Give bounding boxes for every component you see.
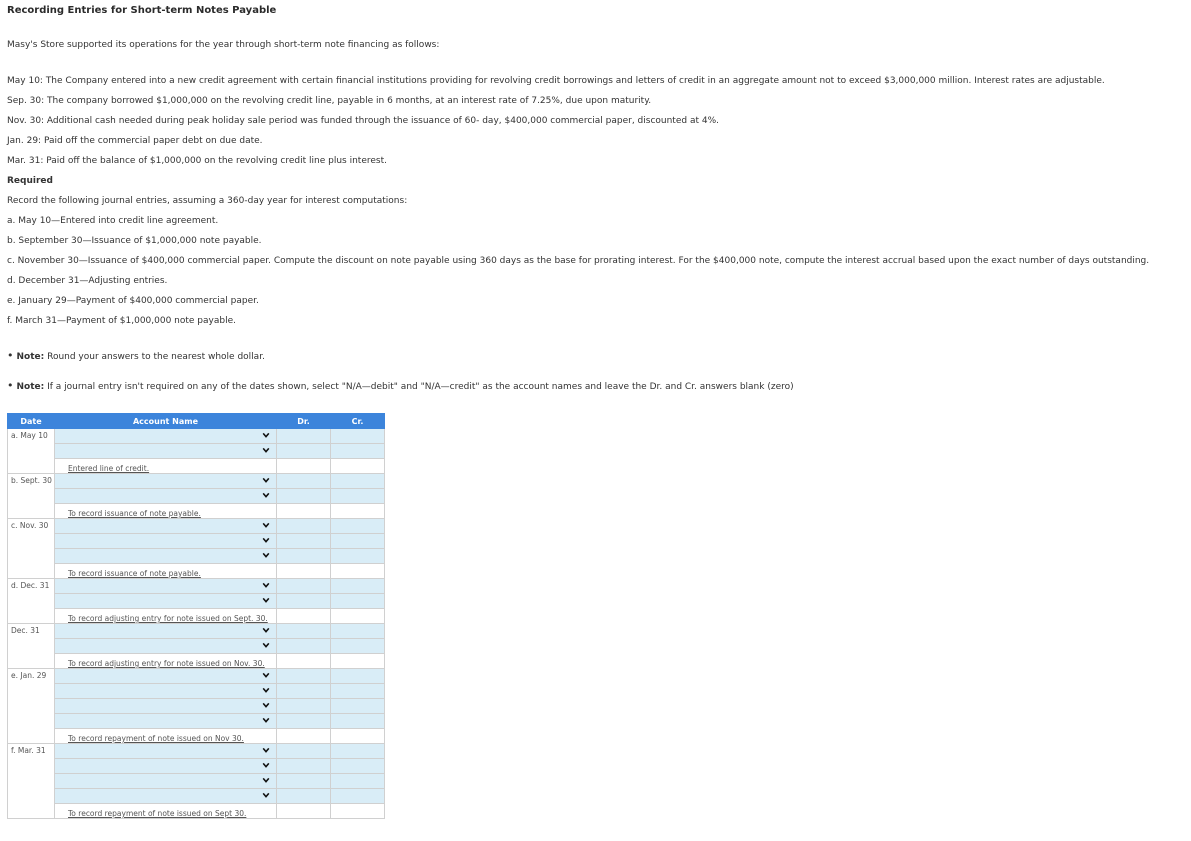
credit-input[interactable]: [331, 789, 385, 804]
description-cr-cell: [331, 654, 385, 669]
entry-description-row: [8, 459, 385, 474]
credit-input[interactable]: [331, 489, 385, 504]
entry-date: c. Nov. 30: [8, 519, 55, 579]
required-item-e: e. January 29—Payment of $400,000 commercial paper.: [7, 296, 259, 306]
account-name-select[interactable]: [55, 744, 277, 759]
account-name-select[interactable]: [55, 594, 277, 609]
table-row: [8, 669, 385, 684]
table-row: [8, 594, 385, 609]
table-row: [8, 474, 385, 489]
intro-text: Masy's Store supported its operations for the year through short-term note financing as follows:: [7, 40, 440, 50]
chevron-down-icon: [262, 716, 270, 724]
event-mar-31: Mar. 31: Paid off the balance of $1,000,000 on the revolving credit line plus interest.: [7, 156, 387, 166]
table-row: [8, 714, 385, 729]
entry-description-row: [8, 609, 385, 624]
debit-input[interactable]: [277, 579, 331, 594]
required-item-a: a. May 10—Entered into credit line agreement.: [7, 216, 219, 226]
description-dr-cell: [277, 504, 331, 519]
note-rounding: [7, 349, 265, 362]
entry-description: To record issuance of note payable.: [55, 504, 277, 519]
header-cr: Cr.: [331, 414, 385, 429]
required-intro: Record the following journal entries, assuming a 360-day year for interest computations:: [7, 196, 408, 206]
entry-description: To record issuance of note payable.: [55, 564, 277, 579]
credit-input[interactable]: [331, 549, 385, 564]
entry-description: To record repayment of note issued on Sept 30.: [55, 804, 277, 819]
header-dr: Dr.: [277, 414, 331, 429]
debit-input[interactable]: [277, 429, 331, 444]
entry-date: e. Jan. 29: [8, 669, 55, 744]
debit-input[interactable]: [277, 474, 331, 489]
chevron-down-icon: [262, 491, 270, 499]
debit-input[interactable]: [277, 534, 331, 549]
debit-input[interactable]: [277, 624, 331, 639]
description-dr-cell: [277, 609, 331, 624]
table-row: [8, 789, 385, 804]
credit-input[interactable]: [331, 759, 385, 774]
description-cr-cell: [331, 459, 385, 474]
debit-input[interactable]: [277, 774, 331, 789]
table-row: [8, 444, 385, 459]
account-name-select[interactable]: [55, 624, 277, 639]
account-name-select[interactable]: [55, 669, 277, 684]
account-name-select[interactable]: [55, 639, 277, 654]
entry-date: d. Dec. 31: [8, 579, 55, 624]
credit-input[interactable]: [331, 624, 385, 639]
table-row: [8, 579, 385, 594]
account-name-select[interactable]: [55, 549, 277, 564]
account-name-select[interactable]: [55, 684, 277, 699]
account-name-select[interactable]: [55, 519, 277, 534]
chevron-down-icon: [262, 536, 270, 544]
chevron-down-icon: [262, 476, 270, 484]
note-text: If a journal entry isn't required on any of the dates shown, select "N/A—debit" and "N/A—credit" as the account names and leave the Dr. and Cr. answers blank (zero): [44, 382, 794, 392]
debit-input[interactable]: [277, 699, 331, 714]
debit-input[interactable]: [277, 684, 331, 699]
table-row: [8, 744, 385, 759]
header-date: Date: [8, 414, 55, 429]
account-name-select[interactable]: [55, 474, 277, 489]
debit-input[interactable]: [277, 549, 331, 564]
credit-input[interactable]: [331, 699, 385, 714]
account-name-select[interactable]: [55, 534, 277, 549]
account-name-select[interactable]: [55, 714, 277, 729]
event-jan-29: Jan. 29: Paid off the commercial paper debt on due date.: [7, 136, 263, 146]
entry-date: Dec. 31: [8, 624, 55, 669]
credit-input[interactable]: [331, 774, 385, 789]
credit-input[interactable]: [331, 594, 385, 609]
table-row: [8, 489, 385, 504]
table-row: [8, 759, 385, 774]
note-na-entries: [7, 379, 794, 392]
chevron-down-icon: [262, 671, 270, 679]
credit-input[interactable]: [331, 684, 385, 699]
chevron-down-icon: [262, 446, 270, 454]
debit-input[interactable]: [277, 759, 331, 774]
debit-input[interactable]: [277, 594, 331, 609]
entry-description: Entered line of credit.: [55, 459, 277, 474]
description-cr-cell: [331, 729, 385, 744]
event-sep-30: Sep. 30: The company borrowed $1,000,000 on the revolving credit line, payable in 6 months, at an interest rate of 7.25%, due upon maturity.: [7, 96, 652, 106]
description-dr-cell: [277, 729, 331, 744]
table-row: [8, 519, 385, 534]
entry-description-row: [8, 564, 385, 579]
note-text: Round your answers to the nearest whole dollar.: [44, 352, 265, 362]
chevron-down-icon: [262, 701, 270, 709]
debit-input[interactable]: [277, 744, 331, 759]
account-name-select[interactable]: [55, 489, 277, 504]
journal-entry-table: [7, 413, 385, 819]
chevron-down-icon: [262, 776, 270, 784]
chevron-down-icon: [262, 791, 270, 799]
debit-input[interactable]: [277, 639, 331, 654]
credit-input[interactable]: [331, 714, 385, 729]
header-account-name: Account Name: [55, 414, 277, 429]
credit-input[interactable]: [331, 579, 385, 594]
required-heading: Required: [7, 176, 53, 186]
credit-input[interactable]: [331, 669, 385, 684]
credit-input[interactable]: [331, 744, 385, 759]
entry-date: b. Sept. 30: [8, 474, 55, 519]
table-row: [8, 699, 385, 714]
bullet-icon: •: [7, 349, 14, 362]
table-row: [8, 549, 385, 564]
entry-description: To record repayment of note issued on Nov 30.: [55, 729, 277, 744]
entry-date: a. May 10: [8, 429, 55, 474]
account-name-select[interactable]: [55, 444, 277, 459]
description-cr-cell: [331, 504, 385, 519]
debit-input[interactable]: [277, 519, 331, 534]
required-item-f: f. March 31—Payment of $1,000,000 note payable.: [7, 316, 236, 326]
chevron-down-icon: [262, 746, 270, 754]
table-row: [8, 774, 385, 789]
debit-input[interactable]: [277, 669, 331, 684]
credit-input[interactable]: [331, 444, 385, 459]
required-item-c: c. November 30—Issuance of $400,000 commercial paper. Compute the discount on note payable using 360 days as the base for prorating interest. For the $400,000 note, compute the interest accrual based upon the exact number of days outstanding.: [7, 256, 1150, 266]
chevron-down-icon: [262, 626, 270, 634]
entry-date: f. Mar. 31: [8, 744, 55, 819]
debit-input[interactable]: [277, 489, 331, 504]
account-name-select[interactable]: [55, 699, 277, 714]
entry-description-row: [8, 804, 385, 819]
table-row: [8, 624, 385, 639]
credit-input[interactable]: [331, 519, 385, 534]
table-row: [8, 429, 385, 444]
note-label: Note:: [16, 352, 45, 362]
chevron-down-icon: [262, 551, 270, 559]
bullet-icon: •: [7, 379, 14, 392]
debit-input[interactable]: [277, 714, 331, 729]
account-name-select[interactable]: [55, 429, 277, 444]
debit-input[interactable]: [277, 789, 331, 804]
event-may-10: May 10: The Company entered into a new credit agreement with certain financial institutions providing for revolving credit borrowings and letters of credit in an aggregate amount not to exceed $3,000,000 million. Interest rates are adjustable.: [7, 76, 1105, 86]
table-header-row: [8, 414, 385, 429]
chevron-down-icon: [262, 521, 270, 529]
table-row: [8, 534, 385, 549]
description-cr-cell: [331, 609, 385, 624]
credit-input[interactable]: [331, 429, 385, 444]
credit-input[interactable]: [331, 534, 385, 549]
entry-description: To record adjusting entry for note issued on Sept. 30.: [55, 609, 277, 624]
required-item-d: d. December 31—Adjusting entries.: [7, 276, 168, 286]
account-name-select[interactable]: [55, 579, 277, 594]
description-cr-cell: [331, 804, 385, 819]
note-label: Note:: [16, 382, 45, 392]
account-name-select[interactable]: [55, 759, 277, 774]
description-dr-cell: [277, 654, 331, 669]
entry-description-row: [8, 654, 385, 669]
chevron-down-icon: [262, 761, 270, 769]
description-dr-cell: [277, 459, 331, 474]
page-title: Recording Entries for Short-term Notes Payable: [7, 5, 277, 16]
chevron-down-icon: [262, 641, 270, 649]
account-name-select[interactable]: [55, 774, 277, 789]
entry-description-row: [8, 729, 385, 744]
chevron-down-icon: [262, 686, 270, 694]
table-row: [8, 639, 385, 654]
chevron-down-icon: [262, 581, 270, 589]
chevron-down-icon: [262, 431, 270, 439]
entry-description-row: [8, 504, 385, 519]
credit-input[interactable]: [331, 474, 385, 489]
description-dr-cell: [277, 564, 331, 579]
account-name-select[interactable]: [55, 789, 277, 804]
event-nov-30: Nov. 30: Additional cash needed during peak holiday sale period was funded through the issuance of 60- day, $400,000 commercial paper, discounted at 4%.: [7, 116, 719, 126]
debit-input[interactable]: [277, 444, 331, 459]
description-dr-cell: [277, 804, 331, 819]
chevron-down-icon: [262, 596, 270, 604]
description-cr-cell: [331, 564, 385, 579]
table-row: [8, 684, 385, 699]
required-item-b: b. September 30—Issuance of $1,000,000 note payable.: [7, 236, 262, 246]
entry-description: To record adjusting entry for note issued on Nov. 30.: [55, 654, 277, 669]
credit-input[interactable]: [331, 639, 385, 654]
